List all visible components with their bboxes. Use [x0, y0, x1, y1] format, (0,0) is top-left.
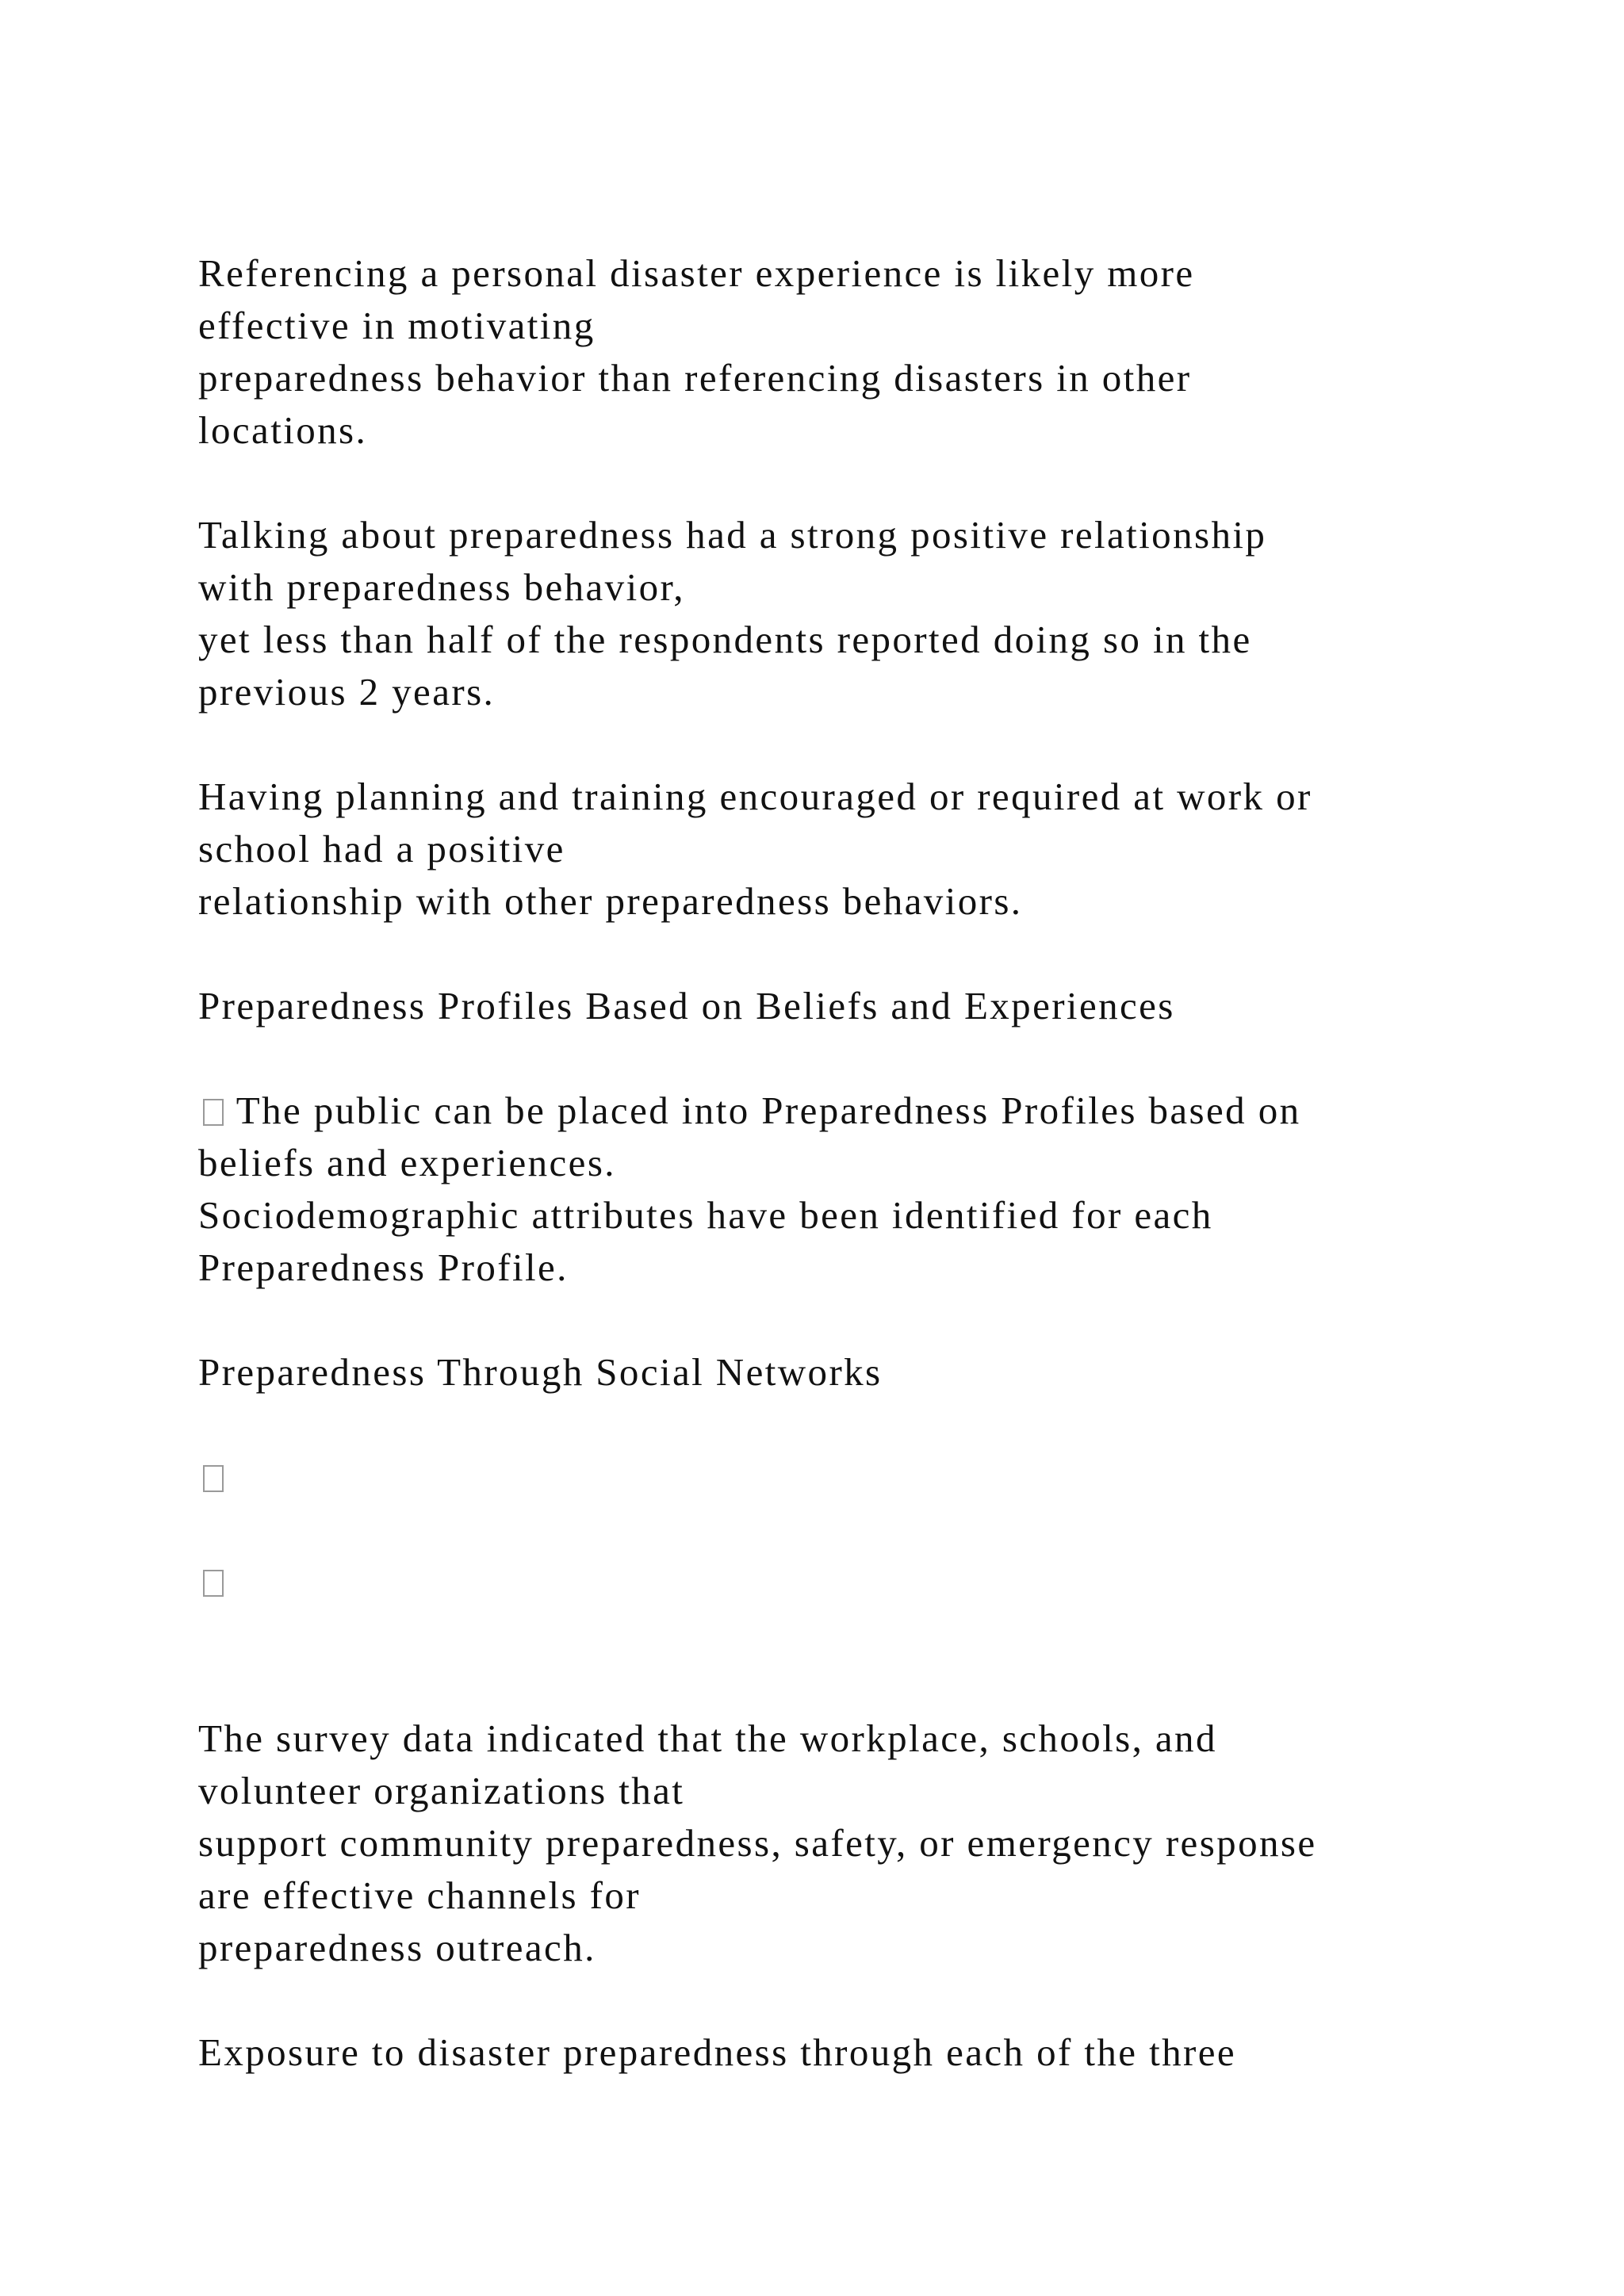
paragraph-spacer: [198, 1399, 1507, 1451]
text-line: locations.: [198, 408, 368, 452]
text-line: relationship with other preparedness behaviors.: [198, 879, 1023, 923]
section-heading: Preparedness Through Social Networks: [198, 1350, 883, 1394]
text-line: Having planning and training encouraged or required at work or: [198, 775, 1312, 818]
section-heading: Preparedness Profiles Based on Beliefs and Experiences: [198, 984, 1175, 1027]
paragraph-spacer: [198, 718, 1507, 771]
missing-glyph-icon: [203, 1465, 224, 1492]
text-line: yet less than half of the respondents reported doing so in the: [198, 618, 1252, 661]
missing-glyph-icon: [203, 1099, 224, 1126]
empty-bullet-line: [198, 1556, 1507, 1608]
text-line: beliefs and experiences.: [198, 1141, 616, 1184]
paragraph-spacer: [198, 928, 1507, 980]
paragraph-spacer: [198, 1660, 1507, 1712]
text-line: preparedness behavior than referencing disasters in other: [198, 356, 1192, 400]
text-line: Referencing a personal disaster experience is likely more: [198, 251, 1195, 295]
text-line: Talking about preparedness had a strong positive relationship: [198, 513, 1267, 557]
paragraph-spacer: [198, 457, 1507, 509]
bullet-text: The public can be placed into Preparedness Profiles based on: [236, 1089, 1301, 1132]
text-line: preparedness outreach.: [198, 1926, 596, 1969]
empty-bullet-line: [198, 1451, 1507, 1503]
text-line: previous 2 years.: [198, 670, 496, 714]
paragraph-spacer: [198, 1974, 1507, 2026]
text-line: are effective channels for: [198, 1873, 641, 1917]
text-line: with preparedness behavior,: [198, 565, 685, 609]
document-body: [198, 247, 1507, 2079]
text-line: Exposure to disaster preparedness through each of the three: [198, 2030, 1237, 2074]
text-line: volunteer organizations that: [198, 1769, 685, 1812]
text-line: The survey data indicated that the workplace, schools, and: [198, 1716, 1217, 1760]
text-line: support community preparedness, safety, or emergency response: [198, 1821, 1317, 1865]
missing-glyph-icon: [203, 1570, 224, 1597]
text-line: school had a positive: [198, 827, 565, 871]
paragraph-spacer: [198, 1608, 1507, 1660]
text-line: effective in motivating: [198, 304, 596, 347]
text-line: Sociodemographic attributes have been identified for each: [198, 1193, 1213, 1237]
paragraph-spacer: [198, 1503, 1507, 1556]
text-line: Preparedness Profile.: [198, 1246, 569, 1289]
paragraph-spacer: [198, 1294, 1507, 1346]
bullet-line: [198, 1085, 1507, 1137]
paragraph-spacer: [198, 1032, 1507, 1085]
